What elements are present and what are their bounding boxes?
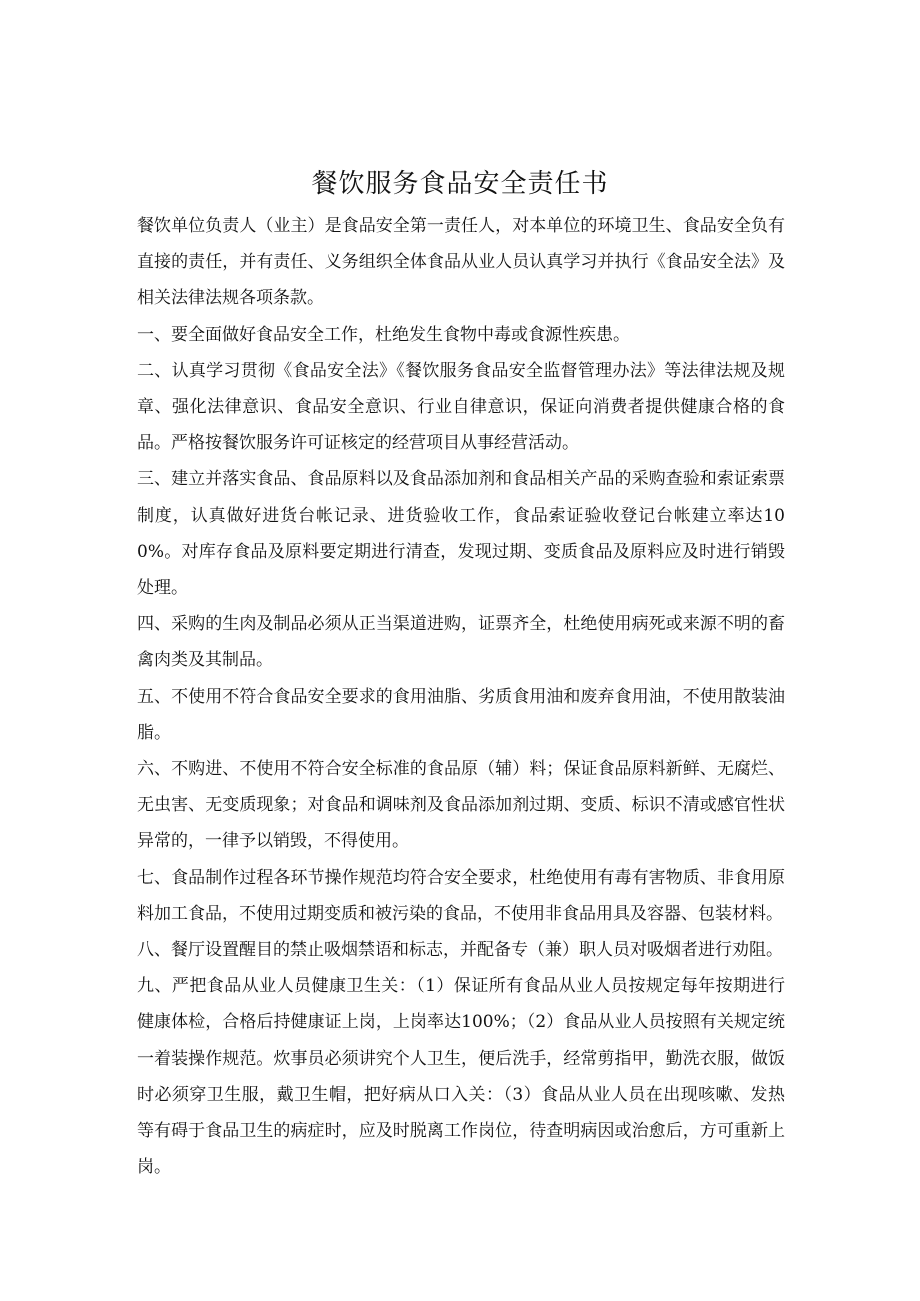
clause-5: 五、不使用不符合食品安全要求的食用油脂、劣质食用油和废弃食用油，不使用散装油脂。 [137, 686, 785, 743]
document-body [137, 208, 785, 1185]
clause-6: 六、不购进、不使用不符合安全标准的食品原（辅）料；保证食品原料新鲜、无腐烂、无虫害、无变质现象；对食品和调味剂及食品添加剂过期、变质、标识不清或感官性状异常的，一律予以销毁，不得使用。 [137, 759, 785, 852]
clause-7: 七、食品制作过程各环节操作规范均符合安全要求，杜绝使用有毒有害物质、非食用原料加工食品，不使用过期变质和被污染的食品，不使用非食品用具及容器、包装材料。 [137, 867, 785, 924]
intro-paragraph: 餐饮单位负责人（业主）是食品安全第一责任人，对本单位的环境卫生、食品安全负有直接的责任，并有责任、义务组织全体食品从业人员认真学习并执行《食品安全法》及相关法律法规各项条款。 [137, 216, 785, 309]
clause-4: 四、采购的生肉及制品必须从正当渠道进购，证票齐全，杜绝使用病死或来源不明的畜禽肉类及其制品。 [137, 614, 785, 671]
clause-9: 九、严把食品从业人员健康卫生关：（1）保证所有食品从业人员按规定每年按期进行健康体检，合格后持健康证上岗，上岗率达100%；（2）食品从业人员按照有关规定统一着装操作规范。炊事员必须讲究个人卫生，便后洗手，经常剪指甲，勤洗衣服，做饭时必须穿卫生服，戴卫生帽，把好病从口入关：（3）食品从业人员在出现咳嗽、发热等有碍于食品卫生的病症时，应及时脱离工作岗位，待查明病因或治愈后，方可重新上岗。 [137, 976, 785, 1178]
clause-3: 三、建立并落实食品、食品原料以及食品添加剂和食品相关产品的采购查验和索证索票制度，认真做好进货台帐记录、进货验收工作，食品索证验收登记台帐建立率达100%。对库存食品及原料要定期进行清查，发现过期、变质食品及原料应及时进行销毁处理。 [137, 469, 785, 599]
clause-8: 八、餐厅设置醒目的禁止吸烟禁语和标志，并配备专（兼）职人员对吸烟者进行劝阻。 [137, 940, 783, 961]
document-title: 餐饮服务食品安全责任书 [311, 169, 609, 199]
clause-2: 二、认真学习贯彻《食品安全法》《餐饮服务食品安全监督管理办法》等法律法规及规章、强化法律意识、食品安全意识、行业自律意识，保证向消费者提供健康合格的食品。严格按餐饮服务许可证核定的经营项目从事经营活动。 [137, 360, 785, 454]
clause-1: 一、要全面做好食品安全工作，杜绝发生食物中毒或食源性疾患。 [137, 324, 630, 345]
